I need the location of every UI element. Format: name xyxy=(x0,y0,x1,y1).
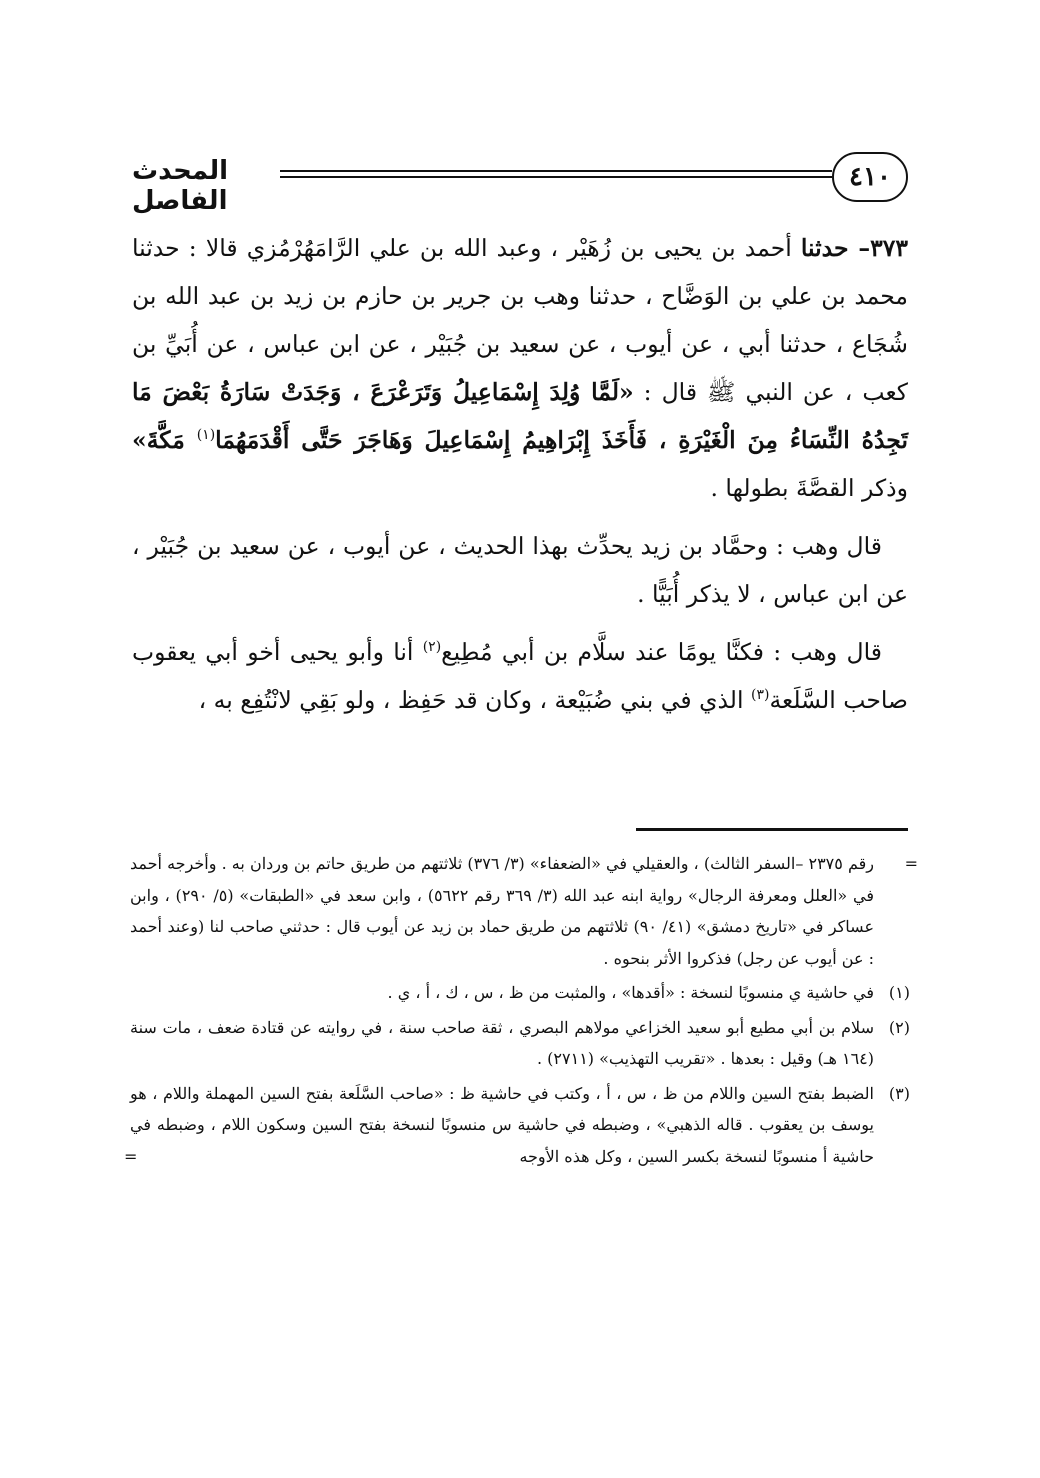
main-text xyxy=(132,224,908,724)
isnad-text: أحمد بن يحيى بن زُهَيْر ، وعبد الله بن علي الرَّامَهُرْمُزي قالا : حدثنا محمد بن علي بن الوَضَّاح ، حدثنا وهب بن جرير بن حازم بن زيد بن عبد الله بن شُجَاع ، حدثنا أبي ، عن أيوب ، عن سعيد بن جُبَيْر ، عن ابن عباس ، عن أُبَيِّ بن كعب ، عن النبي ﷺ قال : xyxy=(132,234,908,406)
hadith-text: «لَمَّا وُلِدَ إِسْمَاعِيلُ وَتَرَعْرَعَ ، وَجَدَتْ سَارَةُ بَعْضَ مَا تَجِدُهُ النِّسَاءُ مِنَ الْغَيْرَةِ ، فَأَخَذَ إِبْرَاهِيمُ إِسْمَاعِيلَ وَهَاجَرَ حَتَّى أَقْدَمَهُمَا xyxy=(132,378,908,454)
hadith-number: ٣٧٣– حدثنا xyxy=(800,234,908,262)
footnote-ref-2[interactable]: (٢) xyxy=(422,639,442,656)
footnote-ref-3[interactable]: (٣) xyxy=(750,687,770,704)
footnote-marker: (٢) xyxy=(888,1017,910,1037)
paragraph-text-b: أنا وأبو يحيى أخو أبي يعقوب صاحب السَّلَعة xyxy=(132,638,908,714)
footnote-continuation xyxy=(130,848,918,974)
footnote-text: في حاشية ي منسوبًا لنسخة : «أقدها» ، والمثبت من ظ ، س ، ك ، أ ، ي . xyxy=(387,983,874,1002)
paragraph-text-a: قال وهب : فكنَّا يومًا عند سلَّام بن أبي مُطِيع xyxy=(441,638,882,666)
footnote-3 xyxy=(124,1078,910,1173)
page-header xyxy=(132,150,908,214)
footnote-ref-1[interactable]: (١) xyxy=(196,427,216,444)
paragraph-hadith-373 xyxy=(132,224,908,512)
paragraph-text: قال وهب : وحمَّاد بن زيد يحدِّث بهذا الحديث ، عن أيوب ، عن سعيد بن جُبَيْر ، عن ابن عباس ، لا يذكر أُبَيًّا . xyxy=(132,532,908,608)
paragraph-wahb-1 xyxy=(132,522,908,618)
footnote-marker: (١) xyxy=(888,983,910,1002)
footnote-separator xyxy=(636,828,908,831)
book-title: المحدث الفاصل xyxy=(132,156,228,216)
paragraph-text-c: الذي في بني ضُبَيْعة ، وكان قد حَفِظ ، ولو بَقِي لانْتُفِع به ، xyxy=(198,686,751,714)
continuation-end-mark: = xyxy=(124,1146,138,1166)
hadith-text-end: مَكَّةَ» xyxy=(132,426,197,454)
footnote-text: سلام بن أبي مطيع أبو سعيد الخزاعي مولاهم البصري ، ثقة صاحب سنة ، في روايته عن قتادة ضعف ، مات سنة (١٦٤ هـ) وقيل : بعدها . «تقريب التهذيب» (٢٧١١) . xyxy=(130,1017,874,1068)
paragraph-tail: وذكر القصَّةَ بطولها . xyxy=(710,474,908,502)
continuation-mark: = xyxy=(904,854,918,873)
footnote-2 xyxy=(130,1012,910,1075)
footnote-text: الضبط بفتح السين واللام من ظ ، س ، أ ، وكتب في حاشية ظ : «صاحب السَّلَعة بفتح السين المهملة واللام ، هو يوسف بن يعقوب . قاله الذهبي» ، وضبطه في حاشية س منسوبًا لنسخة بفتح السين وسكون اللام ، وضبطه في حاشية أ منسوبًا لنسخة بكسر السين ، وكل هذه الأوجه xyxy=(130,1083,874,1166)
footnote-text: رقم ٢٣٧٥ –السفر الثالث) ، والعقيلي في «الضعفاء» (٣/ ٣٧٦) ثلاثتهم من طريق حاتم بن وردان به . وأخرجه أحمد في «العلل ومعرفة الرجال» رواية ابنه عبد الله (٣/ ٣٦٩ رقم ٥٦٢٢) ، وابن سعد في «الطبقات» (٥/ ٢٩٠) ، وابن عساكر في «تاريخ دمشق» (٤١/ ٩٠) ثلاثتهم من طريق حماد بن زيد عن أيوب قال : حدثني صاحب لنا (وعند أحمد : عن أيوب عن رجل) فذكروا الأثر بنحوه . xyxy=(130,854,874,968)
footnotes xyxy=(124,848,918,1172)
page-number: ٤١٠ xyxy=(832,152,908,202)
header-double-rule xyxy=(280,170,832,178)
footnote-marker: (٣) xyxy=(888,1083,910,1103)
footnote-1 xyxy=(130,977,910,1009)
paragraph-wahb-2 xyxy=(132,628,908,724)
